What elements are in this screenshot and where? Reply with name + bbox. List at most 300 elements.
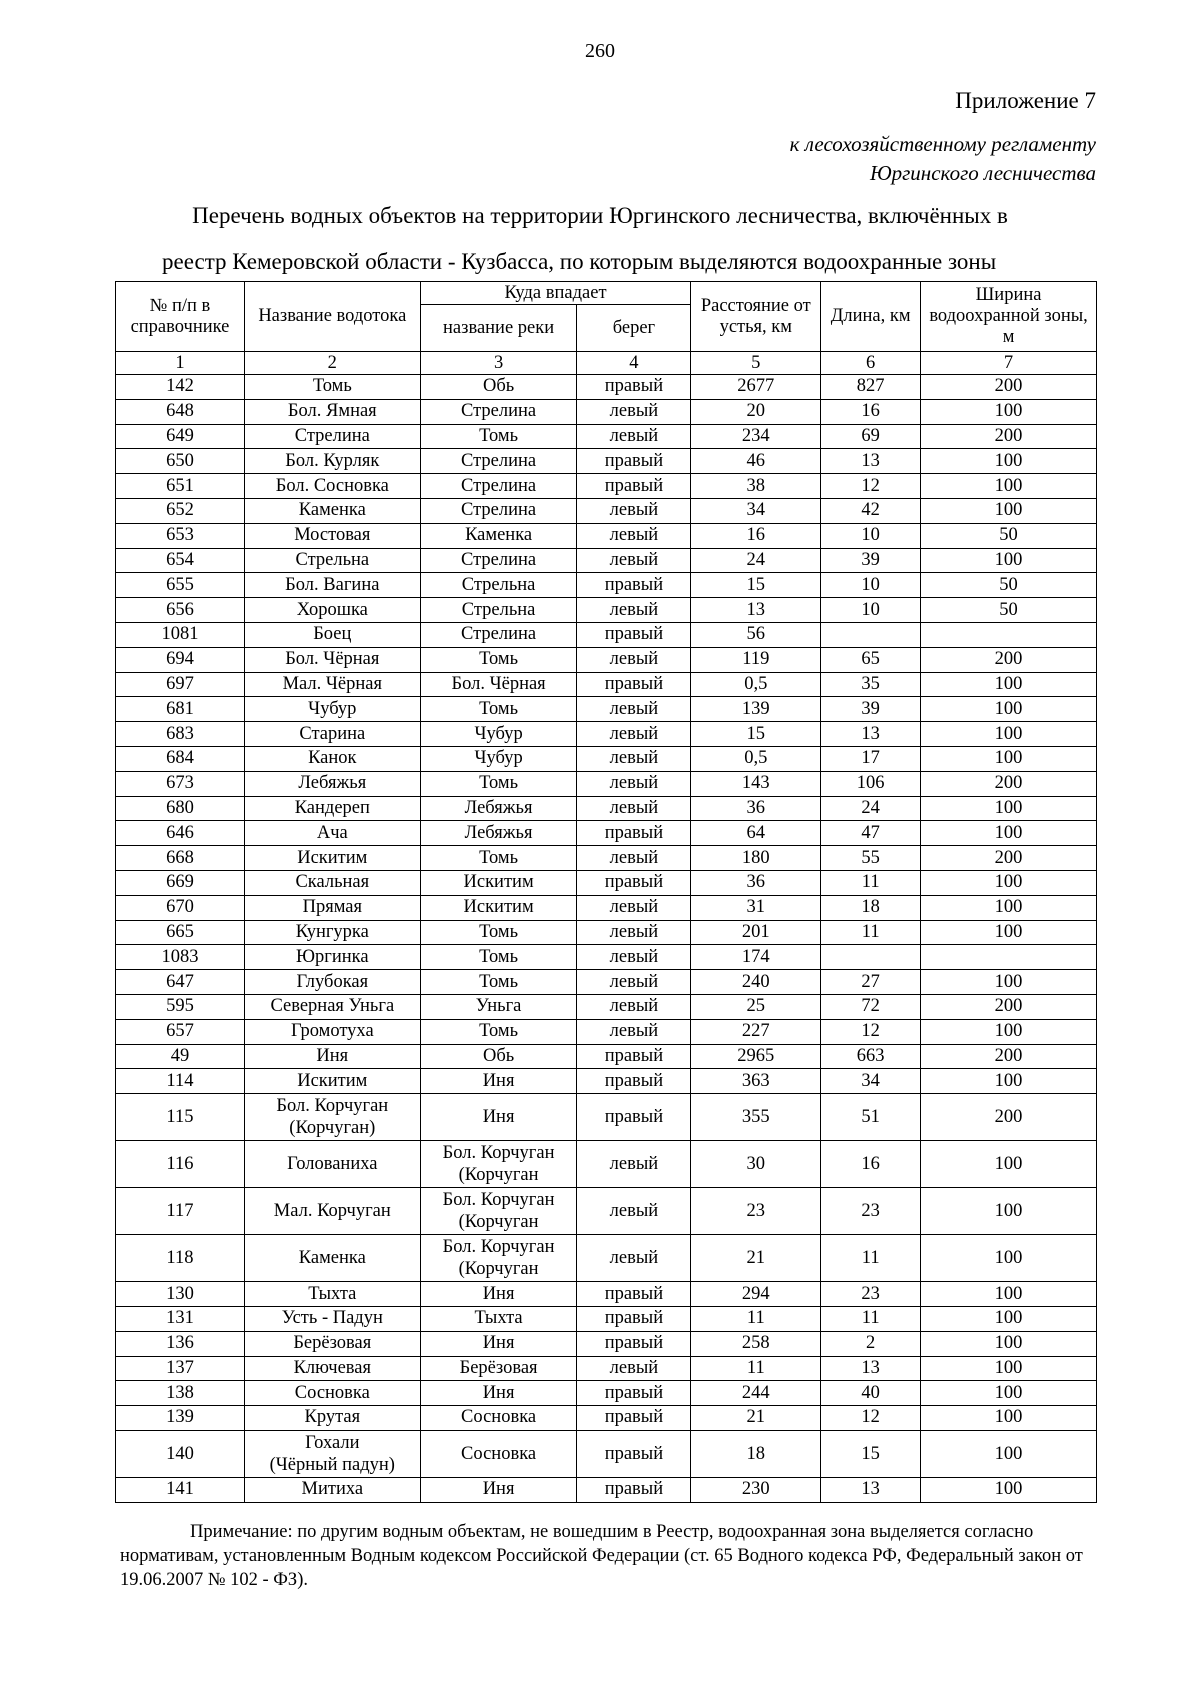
table-cell: Митиха: [244, 1477, 420, 1502]
table-row: [116, 1331, 1097, 1356]
table-cell: левый: [577, 846, 691, 871]
table-cell: правый: [577, 1044, 691, 1069]
table-cell: Томь: [420, 697, 577, 722]
table-cell: 72: [821, 994, 921, 1019]
table-cell: 106: [821, 771, 921, 796]
table-cell: 115: [116, 1094, 245, 1141]
header-distance: Расстояние от устья, км: [691, 282, 821, 352]
table-cell: правый: [577, 1306, 691, 1331]
table-cell: 200: [921, 424, 1097, 449]
table-cell: 234: [691, 424, 821, 449]
table-cell: 1081: [116, 622, 245, 647]
table-cell: 652: [116, 498, 245, 523]
table-cell: 355: [691, 1094, 821, 1141]
table-cell: правый: [577, 474, 691, 499]
table-cell: 46: [691, 449, 821, 474]
table-cell: 100: [921, 970, 1097, 995]
table-cell: 2965: [691, 1044, 821, 1069]
table-cell: Бол. Корчуган (Корчуган: [420, 1235, 577, 1282]
table-cell: 12: [821, 1019, 921, 1044]
table-cell: правый: [577, 1282, 691, 1307]
table-cell: 47: [821, 821, 921, 846]
table-cell: 139: [116, 1406, 245, 1431]
table-cell: 650: [116, 449, 245, 474]
table-row: [116, 1381, 1097, 1406]
table-cell: правый: [577, 622, 691, 647]
table-row: [116, 449, 1097, 474]
table-row: [116, 1188, 1097, 1235]
subtitle-line-1: к лесохозяйственному регламенту: [789, 132, 1096, 156]
table-cell: Уньга: [420, 994, 577, 1019]
table-cell: 23: [691, 1188, 821, 1235]
table-row: [116, 697, 1097, 722]
table-cell: 669: [116, 870, 245, 895]
table-cell: Иня: [420, 1282, 577, 1307]
table-cell: 140: [116, 1430, 245, 1477]
table-cell: 34: [821, 1069, 921, 1094]
table-cell: правый: [577, 672, 691, 697]
table-row: [116, 548, 1097, 573]
table-cell: 200: [921, 846, 1097, 871]
table-row: [116, 1235, 1097, 1282]
table-row: [116, 722, 1097, 747]
table-row: [116, 1019, 1097, 1044]
table-row: [116, 399, 1097, 424]
table-cell: 648: [116, 399, 245, 424]
table-cell: Берёзовая: [244, 1331, 420, 1356]
appendix-subtitle: [790, 130, 1096, 188]
table-cell: Томь: [420, 1019, 577, 1044]
table-row: [116, 622, 1097, 647]
table-cell: 100: [921, 474, 1097, 499]
table-cell: Кунгурка: [244, 920, 420, 945]
table-cell: Томь: [420, 920, 577, 945]
table-cell: Стрелина: [420, 399, 577, 424]
table-row: [116, 1141, 1097, 1188]
table-cell: Стрелина: [420, 474, 577, 499]
table-cell: 114: [116, 1069, 245, 1094]
table-cell: 11: [821, 1235, 921, 1282]
table-cell: Тыхта: [244, 1282, 420, 1307]
table-cell: Кандереп: [244, 796, 420, 821]
table-cell: 25: [691, 994, 821, 1019]
table-cell: 16: [821, 1141, 921, 1188]
table-cell: 100: [921, 1406, 1097, 1431]
table-cell: Сосновка: [244, 1381, 420, 1406]
table-row: [116, 1306, 1097, 1331]
table-cell: Берёзовая: [420, 1356, 577, 1381]
table-cell: 23: [821, 1188, 921, 1235]
table-cell: Бол. Вагина: [244, 573, 420, 598]
table-cell: 24: [821, 796, 921, 821]
table-cell: 20: [691, 399, 821, 424]
table-cell: левый: [577, 1019, 691, 1044]
table-cell: Иня: [420, 1381, 577, 1406]
column-number: 7: [921, 352, 1097, 375]
column-number: 1: [116, 352, 245, 375]
table-cell: Томь: [420, 970, 577, 995]
table-cell: 100: [921, 895, 1097, 920]
table-cell: левый: [577, 1356, 691, 1381]
table-cell: 56: [691, 622, 821, 647]
table-cell: 230: [691, 1477, 821, 1502]
table-row: [116, 895, 1097, 920]
table-row: [116, 1356, 1097, 1381]
table-cell: 694: [116, 647, 245, 672]
table-row: [116, 598, 1097, 623]
table-cell: Северная Уньга: [244, 994, 420, 1019]
table-cell: 174: [691, 945, 821, 970]
table-cell: 13: [821, 449, 921, 474]
table-cell: 16: [821, 399, 921, 424]
table-cell: правый: [577, 821, 691, 846]
table-cell: 138: [116, 1381, 245, 1406]
table-cell: левый: [577, 548, 691, 573]
table-cell: 18: [821, 895, 921, 920]
table-cell: 136: [116, 1331, 245, 1356]
table-cell: 119: [691, 647, 821, 672]
table-cell: 139: [691, 697, 821, 722]
column-number-row: [116, 352, 1097, 375]
table-cell: Стрелина: [420, 449, 577, 474]
column-number: 3: [420, 352, 577, 375]
table-cell: 647: [116, 970, 245, 995]
table-cell: 117: [116, 1188, 245, 1235]
table-cell: 827: [821, 375, 921, 400]
table-row: [116, 771, 1097, 796]
table-cell: 31: [691, 895, 821, 920]
header-width: Ширина водоохранной зоны, м: [921, 282, 1097, 352]
table-row: [116, 920, 1097, 945]
table-cell: 137: [116, 1356, 245, 1381]
table-cell: Прямая: [244, 895, 420, 920]
table-cell: правый: [577, 1094, 691, 1141]
table-cell: Голованиха: [244, 1141, 420, 1188]
table-row: [116, 498, 1097, 523]
table-cell: Томь: [420, 771, 577, 796]
table-cell: Стрелина: [244, 424, 420, 449]
table-cell: левый: [577, 994, 691, 1019]
table-cell: Стрельна: [244, 548, 420, 573]
table-cell: левый: [577, 424, 691, 449]
table-cell: 12: [821, 1406, 921, 1431]
table-cell: 100: [921, 722, 1097, 747]
table-row: [116, 945, 1097, 970]
table-cell: Хорошка: [244, 598, 420, 623]
table-row: [116, 1044, 1097, 1069]
table-cell: 11: [691, 1306, 821, 1331]
table-cell: 651: [116, 474, 245, 499]
table-cell: 655: [116, 573, 245, 598]
table-cell: 36: [691, 796, 821, 821]
table-cell: 100: [921, 498, 1097, 523]
table-cell: правый: [577, 1430, 691, 1477]
table-cell: Иня: [244, 1044, 420, 1069]
table-cell: 100: [921, 1019, 1097, 1044]
table-cell: 42: [821, 498, 921, 523]
table-cell: 69: [821, 424, 921, 449]
table-cell: Усть - Падун: [244, 1306, 420, 1331]
table-cell: Бол. Корчуган (Корчуган: [420, 1141, 577, 1188]
table-cell: левый: [577, 1141, 691, 1188]
table-cell: 13: [821, 1356, 921, 1381]
table-cell: левый: [577, 722, 691, 747]
table-cell: правый: [577, 573, 691, 598]
table-cell: 10: [821, 523, 921, 548]
table-cell: Стрелина: [420, 622, 577, 647]
table-cell: 100: [921, 1477, 1097, 1502]
table-cell: Бол. Корчуган (Корчуган: [420, 1188, 577, 1235]
table-cell: 363: [691, 1069, 821, 1094]
table-cell: левый: [577, 970, 691, 995]
table-cell: 12: [821, 474, 921, 499]
table-cell: 21: [691, 1406, 821, 1431]
table-cell: 684: [116, 746, 245, 771]
table-cell: Иня: [420, 1477, 577, 1502]
table-cell: Сосновка: [420, 1430, 577, 1477]
column-number: 2: [244, 352, 420, 375]
table-cell: Иня: [420, 1069, 577, 1094]
table-cell: Боец: [244, 622, 420, 647]
table-cell: 649: [116, 424, 245, 449]
table-cell: 663: [821, 1044, 921, 1069]
table-cell: 142: [116, 375, 245, 400]
table-cell: Лебяжья: [420, 821, 577, 846]
table-cell: 595: [116, 994, 245, 1019]
table-cell: 200: [921, 994, 1097, 1019]
title-line-1: Перечень водных объектов на территории Юргинского лесничества, включённых в: [192, 203, 1008, 228]
table-cell: 39: [821, 548, 921, 573]
table-cell: 100: [921, 1141, 1097, 1188]
subtitle-line-2: Юргинского лесничества: [869, 161, 1096, 185]
table-cell: Чубур: [420, 722, 577, 747]
table-row: [116, 846, 1097, 871]
table-cell: 30: [691, 1141, 821, 1188]
table-cell: левый: [577, 771, 691, 796]
table-cell: 11: [821, 1306, 921, 1331]
table-row: [116, 746, 1097, 771]
header-length: Длина, км: [821, 282, 921, 352]
table-cell: 653: [116, 523, 245, 548]
document-title: [110, 193, 1090, 285]
table-cell: Мал. Чёрная: [244, 672, 420, 697]
table-cell: 13: [821, 1477, 921, 1502]
table-cell: 654: [116, 548, 245, 573]
table-cell: Старина: [244, 722, 420, 747]
table-cell: 100: [921, 399, 1097, 424]
water-bodies-table: [115, 281, 1097, 1503]
table-cell: 15: [821, 1430, 921, 1477]
table-cell: 227: [691, 1019, 821, 1044]
table-cell: Юргинка: [244, 945, 420, 970]
table-cell: 100: [921, 1235, 1097, 1282]
footnote: Примечание: по другим водным объектам, не вошедшим в Реестр, водоохранная зона выделяется согласно нормативам, установленным Водным кодексом Российской Федерации (ст. 65 Водного кодекса РФ, Федеральный закон от 19.06.2007 № 102 - ФЗ).: [120, 1522, 1083, 1590]
table-cell: 670: [116, 895, 245, 920]
table-cell: 0,5: [691, 746, 821, 771]
table-cell: правый: [577, 1406, 691, 1431]
table-cell: Томь: [420, 945, 577, 970]
table-cell: 100: [921, 548, 1097, 573]
table-cell: 2677: [691, 375, 821, 400]
table-cell: Томь: [420, 846, 577, 871]
table-cell: 15: [691, 573, 821, 598]
table-cell: [921, 622, 1097, 647]
table-cell: 11: [821, 870, 921, 895]
table-cell: 646: [116, 821, 245, 846]
table-row: [116, 970, 1097, 995]
table-cell: левый: [577, 399, 691, 424]
table-row: [116, 1094, 1097, 1141]
table-cell: 100: [921, 672, 1097, 697]
table-cell: 131: [116, 1306, 245, 1331]
table-cell: Канок: [244, 746, 420, 771]
header-flows-into: Куда впадает: [420, 282, 691, 305]
table-cell: Томь: [244, 375, 420, 400]
table-cell: 100: [921, 449, 1097, 474]
table-cell: 656: [116, 598, 245, 623]
table-cell: 16: [691, 523, 821, 548]
table-cell: 100: [921, 920, 1097, 945]
header-name: Название водотока: [244, 282, 420, 352]
table-cell: 50: [921, 573, 1097, 598]
table-cell: 680: [116, 796, 245, 821]
table-cell: Стрелина: [420, 548, 577, 573]
table-cell: Чубур: [420, 746, 577, 771]
table-cell: 1083: [116, 945, 245, 970]
table-row: [116, 821, 1097, 846]
table-cell: 668: [116, 846, 245, 871]
table-cell: Ача: [244, 821, 420, 846]
table-cell: 100: [921, 1306, 1097, 1331]
table-row: [116, 796, 1097, 821]
table-cell: 21: [691, 1235, 821, 1282]
table-cell: 11: [821, 920, 921, 945]
table-cell: 673: [116, 771, 245, 796]
table-cell: 180: [691, 846, 821, 871]
table-cell: 683: [116, 722, 245, 747]
table-cell: левый: [577, 647, 691, 672]
table-cell: 100: [921, 697, 1097, 722]
table-cell: 35: [821, 672, 921, 697]
table-cell: 38: [691, 474, 821, 499]
table-cell: 50: [921, 598, 1097, 623]
table-cell: Бол. Курляк: [244, 449, 420, 474]
table-cell: 100: [921, 1331, 1097, 1356]
title-line-2: реестр Кемеровской области - Кузбасса, по которым выделяются водоохранные зоны: [162, 249, 997, 274]
table-cell: 65: [821, 647, 921, 672]
table-cell: Иня: [420, 1331, 577, 1356]
table-cell: 34: [691, 498, 821, 523]
table-cell: 200: [921, 647, 1097, 672]
table-cell: 100: [921, 796, 1097, 821]
table-cell: левый: [577, 796, 691, 821]
table-cell: 244: [691, 1381, 821, 1406]
table-cell: Лебяжья: [244, 771, 420, 796]
table-row: [116, 523, 1097, 548]
table-row: [116, 870, 1097, 895]
table-cell: Скальная: [244, 870, 420, 895]
table-cell: 100: [921, 1069, 1097, 1094]
table-cell: Гохали (Чёрный падун): [244, 1430, 420, 1477]
table-cell: левый: [577, 523, 691, 548]
table-row: [116, 1282, 1097, 1307]
table-cell: Бол. Чёрная: [244, 647, 420, 672]
table-cell: 0,5: [691, 672, 821, 697]
table-cell: 24: [691, 548, 821, 573]
table-row: [116, 375, 1097, 400]
table-cell: Глубокая: [244, 970, 420, 995]
column-number: 4: [577, 352, 691, 375]
table-cell: 201: [691, 920, 821, 945]
table-cell: 2: [821, 1331, 921, 1356]
table-cell: 23: [821, 1282, 921, 1307]
table-cell: Бол. Чёрная: [420, 672, 577, 697]
table-cell: Крутая: [244, 1406, 420, 1431]
table-cell: 64: [691, 821, 821, 846]
table-cell: Стрелина: [420, 498, 577, 523]
table-cell: 100: [921, 746, 1097, 771]
appendix-label: Приложение 7: [955, 88, 1096, 113]
table-cell: [821, 622, 921, 647]
table-cell: 143: [691, 771, 821, 796]
table-cell: [821, 945, 921, 970]
table-cell: левый: [577, 598, 691, 623]
table-cell: Томь: [420, 647, 577, 672]
table-cell: левый: [577, 746, 691, 771]
table-cell: 50: [921, 523, 1097, 548]
table-cell: левый: [577, 1188, 691, 1235]
header-num: № п/п в справочнике: [116, 282, 245, 352]
table-cell: 100: [921, 1188, 1097, 1235]
table-cell: Стрельна: [420, 573, 577, 598]
table-cell: Стрельна: [420, 598, 577, 623]
table-cell: 100: [921, 1282, 1097, 1307]
table-row: [116, 474, 1097, 499]
table-cell: 40: [821, 1381, 921, 1406]
table-cell: Бол. Ямная: [244, 399, 420, 424]
table-cell: Каменка: [244, 498, 420, 523]
table-cell: правый: [577, 1069, 691, 1094]
table-cell: Искитим: [420, 895, 577, 920]
table-cell: 100: [921, 1356, 1097, 1381]
table-cell: Ключевая: [244, 1356, 420, 1381]
table-cell: 10: [821, 598, 921, 623]
table-cell: левый: [577, 945, 691, 970]
table-cell: 10: [821, 573, 921, 598]
table-cell: Иня: [420, 1094, 577, 1141]
table-cell: 116: [116, 1141, 245, 1188]
table-cell: 55: [821, 846, 921, 871]
table-cell: левый: [577, 895, 691, 920]
table-cell: правый: [577, 1477, 691, 1502]
table-cell: 697: [116, 672, 245, 697]
table-cell: левый: [577, 920, 691, 945]
table-cell: Громотуха: [244, 1019, 420, 1044]
table-cell: 13: [691, 598, 821, 623]
table-cell: 39: [821, 697, 921, 722]
table-cell: 100: [921, 870, 1097, 895]
table-cell: левый: [577, 697, 691, 722]
page-number: 260: [585, 40, 615, 62]
column-number: 5: [691, 352, 821, 375]
table-cell: 258: [691, 1331, 821, 1356]
table-cell: Обь: [420, 375, 577, 400]
table-cell: 681: [116, 697, 245, 722]
table-cell: 200: [921, 1094, 1097, 1141]
table-cell: 200: [921, 1044, 1097, 1069]
table-row: [116, 1430, 1097, 1477]
table-cell: 15: [691, 722, 821, 747]
